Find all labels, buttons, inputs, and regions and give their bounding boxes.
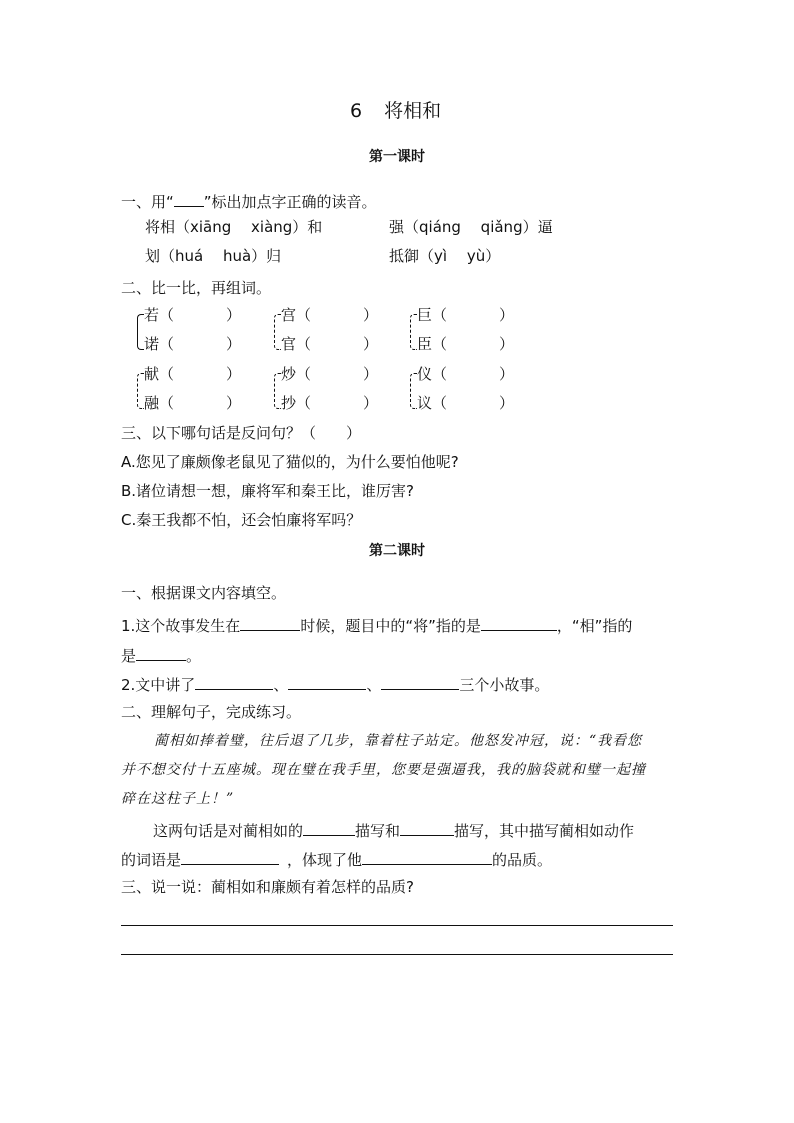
l1-q2-label: 二、比一比，再组词。 xyxy=(121,279,272,297)
answer-blank[interactable] xyxy=(181,850,279,865)
paren-close: ） xyxy=(226,394,242,412)
paren-close: ） xyxy=(499,394,515,412)
pinyin-item-2: 强（qiáng qiǎng）逼 xyxy=(389,218,553,236)
compare-char: 融（ xyxy=(144,394,175,412)
lesson-title: 将相和 xyxy=(384,100,442,122)
compare-char: 议（ xyxy=(417,394,448,412)
answer-blank[interactable] xyxy=(195,675,273,690)
brace xyxy=(137,373,144,409)
compare-char: 臣（ xyxy=(417,335,448,353)
paren-close: ） xyxy=(226,365,242,383)
lesson1-heading: 第一课时 xyxy=(369,149,425,165)
quote-line-1: 蔺相如捧着璧，往后退了几步，靠着柱子站定。他怒发冲冠，说：“我看您 xyxy=(154,733,643,749)
compare-char: 宫（ xyxy=(281,306,312,324)
pinyin-item-1: 将相（xiāng xiàng）和 xyxy=(145,218,323,236)
compare-char: 献（ xyxy=(144,365,175,383)
paren-close: ） xyxy=(363,365,379,383)
l1-q1-label: 一、用“ ”标出加点字正确的读音。 xyxy=(121,193,377,211)
answer-blank[interactable] xyxy=(481,616,557,631)
l2-q2-label: 二、理解句子，完成练习。 xyxy=(121,703,302,721)
fill-line-2: 是 。 xyxy=(121,647,202,665)
brace xyxy=(410,373,417,409)
quote-line-3: 碎在这柱子上！” xyxy=(121,791,235,807)
l2-q3-label: 三、说一说：蔺相如和廉颇有着怎样的品质? xyxy=(121,878,414,896)
brace xyxy=(137,314,144,350)
compare-char: 巨（ xyxy=(417,306,448,324)
quote-line-2: 并不想交付十五座城。现在璧在我手里，您要是强逼我，我的脑袋就和璧一起撞 xyxy=(121,762,646,778)
paren-close: ） xyxy=(363,335,379,353)
brace xyxy=(274,314,281,350)
l2-q1-label: 一、根据课文内容填空。 xyxy=(121,584,287,602)
paren-close: ） xyxy=(499,365,515,383)
lesson2-heading: 第二课时 xyxy=(369,543,425,559)
answer-blank[interactable] xyxy=(136,646,186,661)
option-c: C.秦王我都不怕，还会怕廉将军吗？ xyxy=(121,511,362,529)
paren-close: ） xyxy=(499,335,515,353)
page-title xyxy=(350,102,441,121)
compare-char: 抄（ xyxy=(281,394,312,412)
fill-line-4: 这两句话是对蔺相如的 描写和 描写，其中描写蔺相如动作 xyxy=(153,822,635,840)
answer-blank[interactable] xyxy=(240,616,300,631)
answer-blank[interactable] xyxy=(288,675,366,690)
paren-close: ） xyxy=(499,306,515,324)
answer-blank[interactable] xyxy=(381,675,459,690)
pinyin-item-4: 抵御（yì yù） xyxy=(389,247,501,265)
answer-line[interactable] xyxy=(121,925,673,926)
answer-blank[interactable] xyxy=(400,821,454,836)
fill-line-1: 1.这个故事发生在 时候，题目中的“将”指的是 ，“相”指的 xyxy=(121,617,633,635)
paren-close: ） xyxy=(226,306,242,324)
brace xyxy=(274,373,281,409)
paren-close: ） xyxy=(363,306,379,324)
compare-char: 诺（ xyxy=(144,335,175,353)
answer-line[interactable] xyxy=(121,954,673,955)
option-b: B.诸位请想一想，廉将军和秦王比，谁厉害? xyxy=(121,482,415,500)
pinyin-item-3: 划（huá huà）归 xyxy=(145,247,282,265)
underline-sample xyxy=(174,192,204,207)
answer-blank[interactable] xyxy=(303,821,355,836)
paren-close: ） xyxy=(363,394,379,412)
option-a: A.您见了廉颇像老鼠见了猫似的，为什么要怕他呢? xyxy=(121,453,459,471)
fill-line-3: 2.文中讲了 、 、 三个小故事。 xyxy=(121,676,550,694)
compare-char: 官（ xyxy=(281,335,312,353)
lesson-number: 6 xyxy=(350,100,363,122)
fill-line-5: 的词语是 ，体现了他 的品质。 xyxy=(121,851,553,869)
compare-char: 炒（ xyxy=(281,365,312,383)
brace xyxy=(410,314,417,350)
compare-char: 若（ xyxy=(144,306,175,324)
compare-char: 仪（ xyxy=(417,365,448,383)
answer-blank[interactable] xyxy=(362,850,492,865)
l1-q3-label: 三、以下哪句话是反问句？（ ） xyxy=(121,424,362,442)
paren-close: ） xyxy=(226,335,242,353)
